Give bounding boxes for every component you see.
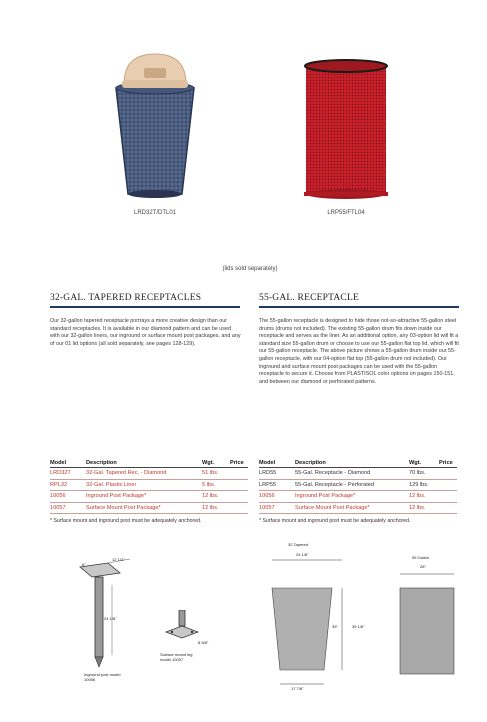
table-row [259,502,457,514]
table-row [259,491,457,503]
model-cell: LRD55 [259,468,295,480]
table-row [259,479,457,491]
surface-size-dim: 8 5/8" [198,640,209,645]
inground-label: Inground post model 10056 [84,672,121,682]
table-row [50,468,248,480]
post-top-dim: 12 1/2" [112,557,125,562]
weight-cell: 5 lbs. [202,479,230,491]
post-side-dim: 6" [82,562,86,567]
red-55-gallon-receptacle-image [300,58,392,200]
table-row [259,468,457,480]
surface-label: Surface mount leg model 10057 [160,652,193,662]
price-cell [230,479,248,491]
weight-cell: 12 lbs. [409,502,439,514]
gallon55-width-dim: 28" [420,564,426,569]
tapered-height-dim: 39" [332,624,338,629]
price-cell [439,491,457,503]
tapered-top-dim: 24 1/8" [296,552,309,557]
price-cell [230,491,248,503]
lids-note: (lids sold separately) [222,266,278,272]
price-cell [230,468,248,480]
price-cell [230,502,248,514]
description-cell: 55-Gal. Receptacle - Perforated [295,479,409,491]
model-cell: 10056 [259,491,295,503]
description-cell: Surface Mount Post Package* [295,502,409,514]
gallon55-footnote: * Surface mount and inground post must be adequately anchored. [259,518,411,524]
description-cell: Inground Post Package* [295,491,409,503]
gallon55-spec-table [259,459,457,514]
col-model: Model [259,459,295,468]
description-cell: Inground Post Package* [86,491,202,503]
weight-cell: 70 lbs. [409,468,439,480]
surface-mount-drawing [162,610,202,650]
table-row [50,479,248,491]
table-row [50,502,248,514]
tapered-description: Our 32-gallon tapered receptacle portrays a more creative design than our standard receptacles. It is available in our diamond pattern and can be used with our 32-gallon liners, our inground or surface mount post packages, and any of our 01 lid options (all sold separately, see pages 128-129). [50,318,241,347]
col-weight: Wgt. [409,459,439,468]
model-cell: 10057 [259,502,295,514]
gallon55-drawing-title: 55 Gallon [412,555,430,560]
weight-cell: 12 lbs. [202,491,230,503]
tapered-drawing-title: 32 Tapered [288,542,308,547]
post-height-dim: 24 1/8" [104,616,117,621]
price-cell [439,479,457,491]
right-product-caption: LRP55/FTL04 [327,210,365,216]
tapered-height2-dim: 39 1/8" [352,624,365,629]
col-weight: Wgt. [202,459,230,468]
gallon55-heading-rule [259,306,459,308]
tapered-heading-rule [50,306,240,308]
tapered-dimension-drawing [262,558,352,694]
table-row [50,491,248,503]
gallon55-heading: 55-GAL. RECEPTACLE [259,293,359,303]
left-product-caption: LRD32T/DTL01 [133,210,177,216]
description-cell: 32-Gal. Tapered Rec. - Diamond [86,468,202,480]
price-cell [439,468,457,480]
tapered-footnote: * Surface mount and inground post must be adequately anchored. [50,518,202,524]
weight-cell: 51 lbs. [202,468,230,480]
model-cell: RPL32 [50,479,86,491]
model-cell: 10057 [50,502,86,514]
weight-cell: 129 lbs. [409,479,439,491]
model-cell: 10056 [50,491,86,503]
col-model: Model [50,459,86,468]
weight-cell: 12 lbs. [202,502,230,514]
blue-tapered-receptacle-image [110,50,200,200]
col-price: Price [439,459,457,468]
tapered-heading: 32-GAL. TAPERED RECEPTACLES [50,293,202,303]
description-cell: Surface Mount Post Package* [86,502,202,514]
weight-cell: 12 lbs. [409,491,439,503]
tapered-bottom-dim: 17 7/8" [291,686,304,691]
gallon55-description: The 55-gallon receptacle is designed to hide those not-so-attractive 55-gallon steel drums (drums not included). The existing 55-gallon drum fits down inside our receptacle and serves as the liner. As an additional option, any 03-option lid will fit a standard size 55-gallon drum or choose to use our 55-gallon flat top lid, which will fit our 55-gallon receptacle. The above picture shows a 55-gallon drum inside our 55-gallon receptacle, with our 04-option flat top (55-gallon drum not included). Our inground and surface mount post packages can be used with the 55-gallon receptacle to secure it. Choose from PLASTISOL color options on pages 150-151, and between our diamond or perforated patterns. [259,318,459,385]
model-cell: LRP55 [259,479,295,491]
col-price: Price [230,459,248,468]
model-cell: LRD32T [50,468,86,480]
description-cell: 32-Gal. Plastic Liner [86,479,202,491]
price-cell [439,502,457,514]
description-cell: 55-Gal. Receptacle - Diamond [295,468,409,480]
col-description: Description [86,459,202,468]
tapered-spec-table [50,459,248,514]
gallon55-dimension-drawing [396,572,458,682]
col-description: Description [295,459,409,468]
